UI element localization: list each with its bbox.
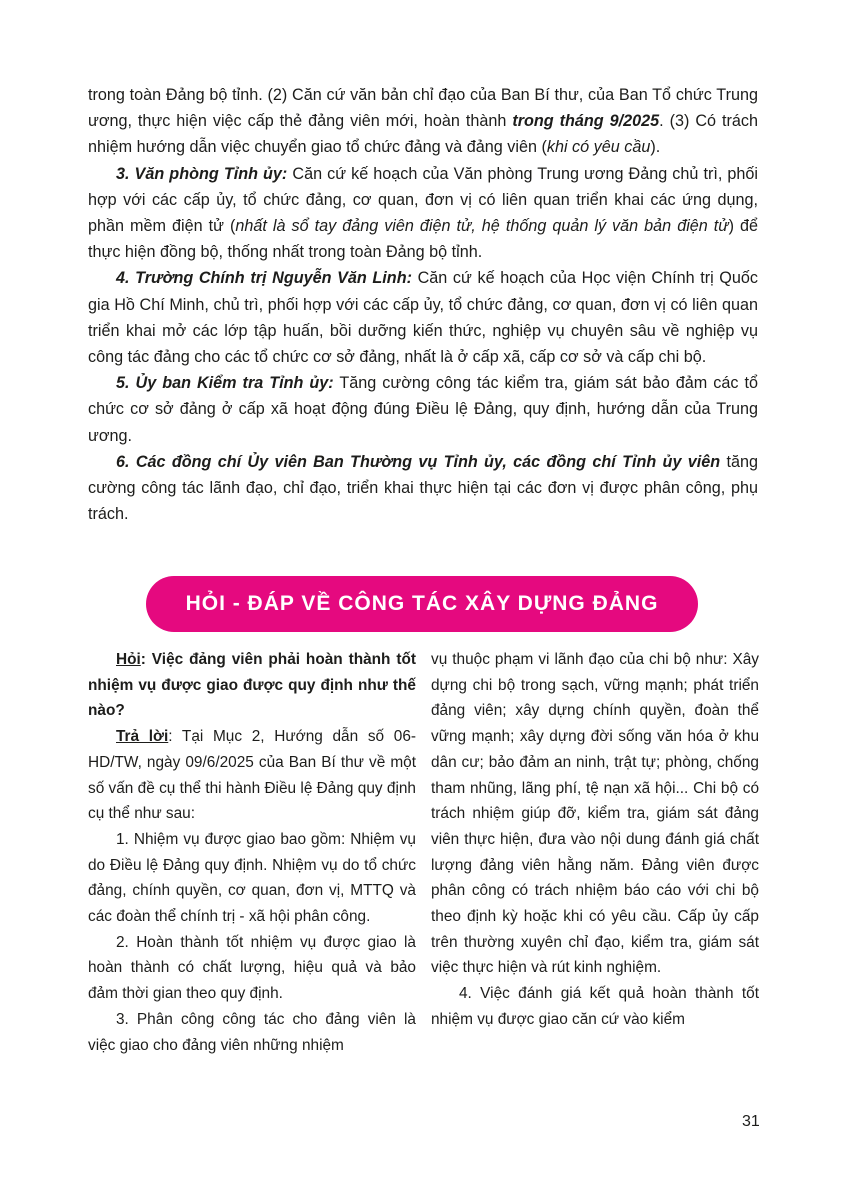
paragraph-ban-thuong-vu: 6. Các đồng chí Ủy viên Ban Thường vụ Tỉnh ủy, các đồng chí Tỉnh ủy viên tăng cường công tác lãnh đạo, chỉ đạo, triển khai thực hiện tại các đơn vị được phân công, phụ trách. bbox=[88, 452, 758, 524]
answer-item-4: 4. Việc đánh giá kết quả hoàn thành tốt nhiệm vụ được giao căn cứ vào kiểm bbox=[431, 985, 759, 1028]
answer-item-1: 1. Nhiệm vụ được giao bao gồm: Nhiệm vụ do Điều lệ Đảng quy định. Nhiệm vụ do tổ chức đảng, chính quyền, cơ quan, đơn vị, MTTQ và các đoàn thể chính trị - xã hội phân công. bbox=[88, 830, 416, 926]
left-column bbox=[88, 647, 416, 1058]
right-column bbox=[431, 647, 759, 1033]
section-heading-3: 3. Văn phòng Tỉnh ủy: bbox=[116, 164, 288, 183]
paragraph-uy-ban-kiem-tra: 5. Ủy ban Kiểm tra Tỉnh ủy: Tăng cường công tác kiểm tra, giám sát bảo đảm các tổ chức cơ sở đảng ở cấp xã hoạt động đúng Điều lệ Đảng, quy định, hướng dẫn của Trung ương. bbox=[88, 374, 758, 445]
section-heading-4: 4. Trường Chính trị Nguyễn Văn Linh: bbox=[116, 269, 412, 288]
deadline-emphasis: trong tháng 9/2025 bbox=[512, 112, 660, 131]
section-heading-6: 6. Các đồng chí Ủy viên Ban Thường vụ Tỉnh ủy, các đồng chí Tỉnh ủy viên bbox=[116, 452, 721, 471]
answer-label: Trả lời bbox=[116, 728, 169, 746]
upper-text-block bbox=[88, 82, 758, 527]
paragraph-truong-chinh-tri: 4. Trường Chính trị Nguyễn Văn Linh: Căn cứ kế hoạch của Học viện Chính trị Quốc gia Hồ Chí Minh, chủ trì, phối hợp với các cấp ủy, tổ chức đảng, cơ quan, đơn vị có liên quan triển khai mở các lớp tập huấn, bồi dưỡng kiến thức, nghiệp vụ chuyên sâu về nghiệp vụ công tác đảng cho các tổ chức cơ sở đảng, nhất là ở cấp xã, cấp cơ sở và cấp chi bộ. bbox=[88, 269, 758, 367]
section-heading-5: 5. Ủy ban Kiểm tra Tỉnh ủy: bbox=[116, 374, 334, 393]
question-label: Hỏi bbox=[116, 651, 141, 668]
paragraph-van-phong-tinh-uy: 3. Văn phòng Tỉnh ủy: Căn cứ kế hoạch của Văn phòng Trung ương Đảng chủ trì, phối hợp với các cấp ủy, tổ chức đảng, cơ quan, đơn vị có liên quan triển khai các ứng dụng, phần mềm điện tử (nhất là sổ tay đảng viên điện tử, hệ thống quản lý văn bản điện tử) để thực hiện đồng bộ, thống nhất trong toàn Đảng bộ tỉnh. bbox=[88, 164, 759, 262]
question-paragraph: Hỏi: Việc đảng viên phải hoàn thành tốt nhiệm vụ được giao được quy định như thế nào? bbox=[88, 651, 416, 720]
paragraph-cap-the-dang-vien: trong toàn Đảng bộ tỉnh. (2) Căn cứ văn bản chỉ đạo của Ban Bí thư, của Ban Tổ chức Trung ương, thực hiện việc cấp thẻ đảng viên mới, hoàn thành trong tháng 9/2025. (3) Có trách nhiệm hướng dẫn việc chuyển giao tổ chức đảng và đảng viên (khi có yêu cầu). bbox=[88, 86, 758, 157]
answer-item-3-continued: vụ thuộc phạm vi lãnh đạo của chi bộ như: Xây dựng chi bộ trong sạch, vững mạnh; phát triển đảng viên; xây dựng chính quyền, đoàn thể vững mạnh; xây dựng đời sống văn hóa ở khu dân cư; bảo đảm an ninh, trật tự; phòng, chống tham nhũng, lãng phí, tệ nạn xã hội... Chi bộ có trách nhiệm giúp đỡ, kiểm tra, giám sát đảng viên thực hiện, đưa vào nội dung đánh giá chất lượng đảng viên hằng năm. Đảng viên được phân công có trách nhiệm báo cáo với chi bộ theo định kỳ hoặc khi có yêu cầu. Cấp ủy cấp trên thường xuyên chỉ đạo, kiểm tra, giám sát việc thực hiện và rút kinh nghiệm. bbox=[431, 651, 759, 977]
banner-title: HỎI - ĐÁP VỀ CÔNG TÁC XÂY DỰNG ĐẢNG bbox=[185, 592, 659, 615]
answer-paragraph: Trả lời: Tại Mục 2, Hướng dẫn số 06-HD/TW, ngày 09/6/2025 của Ban Bí thư về một số vấn đề cụ thể thi hành Điều lệ Đảng quy định cụ thể như sau: bbox=[88, 728, 417, 823]
qa-section-banner bbox=[146, 576, 698, 632]
answer-item-3: 3. Phân công công tác cho đảng viên là việc giao cho đảng viên những nhiệm bbox=[88, 1010, 416, 1054]
answer-item-2: 2. Hoàn thành tốt nhiệm vụ được giao là hoàn thành có chất lượng, hiệu quả và bảo đảm thời gian theo quy định. bbox=[88, 933, 416, 1003]
page-number: 31 bbox=[742, 1113, 760, 1130]
